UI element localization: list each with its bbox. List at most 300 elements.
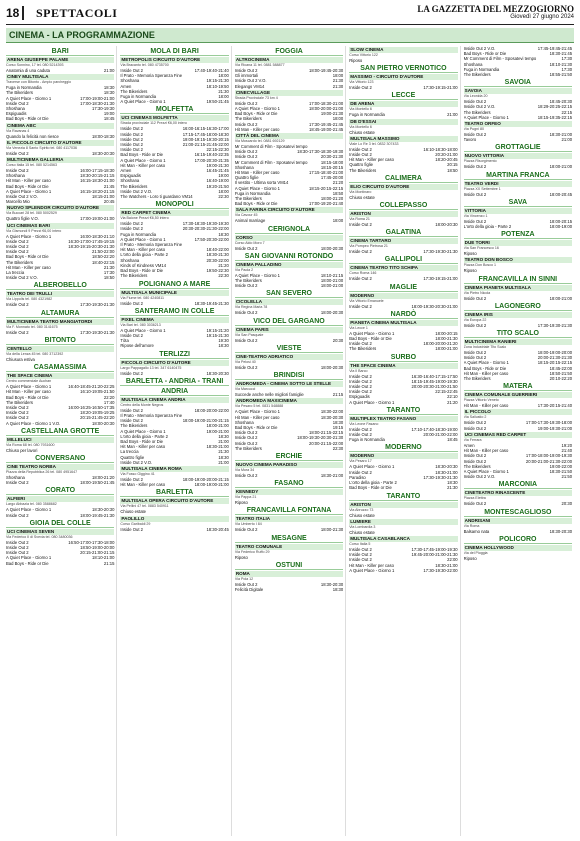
film-title: A Quiet Place - Giorno 1 bbox=[349, 399, 395, 405]
showtimes: 18:00-21:00 bbox=[435, 346, 458, 352]
film-title: Hit Man - Killer per caso bbox=[349, 562, 394, 568]
showtimes: 18:00-21:00 bbox=[549, 295, 573, 301]
film-title: Inside Out 2 bbox=[6, 544, 29, 550]
showtimes: 18:00-20:30 bbox=[320, 245, 344, 251]
showtimes: 20:20-21:00 bbox=[435, 152, 458, 158]
cinema-name: CINEMA HOLLYWOOD bbox=[464, 545, 572, 551]
film-title: Tòta bbox=[120, 338, 129, 344]
showtimes: 18:30-20:30 bbox=[435, 464, 458, 470]
film-title: A Quiet Place - Giorno 1 bbox=[234, 409, 280, 415]
film-title: Inside Out 2 bbox=[349, 469, 372, 475]
cinema-name: CINEMA PIANETA MULTISALA bbox=[464, 285, 572, 291]
cinema-name: ANDRISANI bbox=[464, 518, 572, 524]
cinema-name: CINEMA IRIS bbox=[464, 312, 572, 318]
film-title: Inside Out 2 bbox=[349, 276, 372, 282]
city-heading: NARDÒ bbox=[349, 311, 457, 319]
film-title: Inside Out 2 bbox=[463, 295, 487, 301]
film-title: Inside Out 2 bbox=[6, 168, 29, 174]
film-title: Shoshana bbox=[234, 419, 254, 425]
cinema-address: Via Montello 6 bbox=[349, 107, 372, 112]
city-heading: MATERA bbox=[464, 383, 572, 391]
film-row bbox=[235, 392, 343, 397]
city-heading: SURBO bbox=[349, 354, 457, 362]
film-title: Inside Out 2 bbox=[120, 147, 143, 153]
cinema-address: Via Fiume tel. 080 4240811 bbox=[120, 295, 165, 300]
film-title: Hit Man - Killer per caso bbox=[463, 370, 509, 376]
showtimes: 22:15 bbox=[561, 109, 573, 115]
city-heading: BARLETTA bbox=[120, 489, 228, 497]
showtimes: 18:00-21:00 bbox=[320, 278, 344, 284]
showtimes: 21:15 bbox=[332, 392, 344, 398]
showtimes: 18:50 bbox=[332, 190, 344, 196]
cinema-address: Strada provinciale 112 Prezzi €6,00 intero bbox=[120, 121, 187, 126]
film-title: The Bikeriders bbox=[349, 167, 377, 173]
film-title: Inside Out 2 bbox=[6, 539, 29, 545]
cinema-address: Via Vincenzo 1 bbox=[463, 213, 488, 218]
film-title: Hit Man - Killer per caso bbox=[234, 414, 280, 420]
film-title: Inside Out 2 V.O. bbox=[463, 104, 496, 110]
showtimes: 18:00-19:45-21:30 bbox=[80, 512, 115, 518]
showtimes: 18:10-19:50 bbox=[206, 83, 229, 89]
showtimes: 18:30 bbox=[447, 480, 458, 486]
cinema-name: MULTICINEMA GALLERIA bbox=[6, 157, 114, 163]
showtimes: 17:30-19:30-21:30 bbox=[80, 302, 115, 308]
film-title: Inside Out 2 bbox=[234, 430, 258, 436]
film-title: Mr Comment di Film - Sposatevi tempo bbox=[234, 144, 308, 150]
showtimes: 16:10-18:30-18:00 bbox=[423, 146, 458, 152]
film-title: Inside Out 2 bbox=[463, 191, 487, 197]
showtimes: 17:50-20:30-22:00 bbox=[194, 236, 229, 242]
film-row bbox=[120, 527, 228, 532]
film-row bbox=[6, 513, 114, 518]
listing-column bbox=[235, 46, 346, 836]
film-title: Inside Out 2 bbox=[349, 426, 372, 432]
showtimes: 18:00-19:00-20:00 bbox=[537, 350, 573, 356]
film-title: Hit Man - Killer per caso bbox=[120, 444, 166, 450]
cinema-name: CINECVILLAGE bbox=[235, 90, 343, 96]
section-title: SPETTACOLI bbox=[36, 6, 118, 20]
showtimes: 16:45-21:45 bbox=[206, 168, 229, 174]
film-title: Tavoro bbox=[463, 137, 477, 143]
film-title: Amen bbox=[120, 83, 132, 89]
cinema-address: Via Ravanas 4 bbox=[6, 128, 30, 133]
cinema-address: Via Lippolis tel. 080 4321982 bbox=[6, 297, 53, 302]
showtimes: 18:30-17:30-18:30-19:30 bbox=[297, 149, 344, 155]
cinema-address: Via Gismondi 9 Prezzi €6,00 intero bbox=[6, 228, 62, 233]
cinema-name: LUMIERE bbox=[349, 519, 457, 525]
showtimes: 21:00 bbox=[447, 112, 458, 118]
film-title: Inside Out 2 bbox=[463, 458, 487, 464]
showtimes: 18:00-21:20 bbox=[320, 196, 344, 202]
cinema-address: Via Roma bbox=[463, 523, 480, 528]
cinema-address: Via Roma 68 tel. 080 7931600 bbox=[6, 442, 55, 447]
cinema-name: CICOLELLA bbox=[235, 299, 343, 305]
city-heading: LAGONEGRO bbox=[464, 303, 572, 311]
showtimes: 18:30-19:45-21:30 bbox=[194, 300, 229, 306]
cinema-name: ANDROMEDA - CINEMA SOTTO LE STELLE bbox=[235, 381, 343, 387]
film-title: A Quiet Place - Giorno 1 bbox=[6, 188, 52, 194]
city-heading: MARTINA FRANCA bbox=[464, 172, 572, 180]
showtimes: 18:40-22:15 bbox=[92, 259, 115, 265]
cinema-name: DB ARENA bbox=[349, 101, 457, 107]
film-title: Inside Out 2 bbox=[6, 512, 29, 518]
city-heading: CORATO bbox=[6, 487, 114, 495]
cinema-address: Via Mura 34 bbox=[234, 467, 255, 472]
cinema-name: NUOVO SPLENDOR CIRCUITO D'AUTORE bbox=[6, 205, 114, 211]
cinema-name: CINETEATRO RINASCENTE bbox=[464, 490, 572, 496]
city-heading: COLLEPASSO bbox=[349, 202, 457, 210]
city-heading: CONVERSANO bbox=[6, 455, 114, 463]
film-row bbox=[464, 376, 572, 381]
film-title: Inside Out 2 bbox=[120, 476, 143, 482]
cinema-name: CINEY MULTISALA bbox=[6, 74, 114, 80]
showtimes: 18:10-21:00 bbox=[92, 555, 115, 561]
city-heading: TITO SCALO bbox=[464, 330, 572, 338]
cinema-name: MULTISALA OPERA CIRCUITO D'AUTORE bbox=[120, 498, 228, 504]
cinema-name: CINEMA PALLADINO bbox=[235, 262, 343, 268]
film-title: Inside Out 2 bbox=[234, 68, 258, 73]
cinema-name: ARENA GIUSEPPE PALAME bbox=[6, 57, 114, 63]
film-title: Marcello Mio bbox=[6, 199, 30, 205]
showtimes: 18:00-19:00 bbox=[549, 224, 573, 230]
film-title: Inside Out 2 bbox=[349, 389, 372, 395]
showtimes: 20:30 bbox=[332, 337, 344, 343]
showtimes: 18:30 bbox=[332, 586, 344, 592]
film-title: Il Prato - Memoria Speranza Fine bbox=[120, 242, 183, 248]
cinema-address: Corso Garibaldi 29 bbox=[120, 521, 151, 526]
film-row bbox=[6, 480, 114, 485]
film-title: Amen bbox=[463, 442, 475, 448]
film-title: Inside Out 2 bbox=[349, 146, 372, 152]
city-heading: SAVA bbox=[464, 199, 572, 207]
film-title: The Bikeriders bbox=[6, 90, 33, 96]
city-heading: FASANO bbox=[235, 480, 343, 488]
film-title: The Bikeriders bbox=[349, 346, 377, 352]
showtimes: 16:15-19:40-22:35 bbox=[194, 152, 229, 158]
showtimes: 18:50-22:20 bbox=[92, 254, 115, 260]
showtimes: 20:00-21:00-22:00 bbox=[423, 432, 458, 438]
showtimes: 22:30 bbox=[218, 194, 229, 200]
showtimes: 17:40-19:40-21:40 bbox=[194, 68, 229, 73]
showtimes: 18:30-21:00 bbox=[435, 562, 458, 568]
cinema-name: CINEMA TARTARO bbox=[349, 238, 457, 244]
film-row bbox=[464, 115, 572, 120]
film-title: Bad Boys - Ride or Die bbox=[463, 365, 507, 371]
city-heading: MONOPOLI bbox=[120, 201, 228, 209]
cinema-name: SLOW CINEMA bbox=[349, 47, 457, 53]
film-title: Inside Out 2 bbox=[234, 527, 258, 533]
showtimes: 18:30-21:00 bbox=[206, 444, 229, 450]
city-heading: SAN GIOVANNI ROTONDO bbox=[235, 253, 343, 261]
cinema-address: Piazza Vittorio Veneto bbox=[463, 398, 499, 403]
showtimes: 19:15-21:20 bbox=[206, 327, 229, 333]
film-title: Inside Out 2 bbox=[120, 131, 143, 137]
film-title: Inside Out 2 bbox=[234, 121, 258, 127]
showtimes: 18:00 bbox=[332, 116, 344, 122]
showtimes: 16:00-18:30-21:10 bbox=[80, 233, 115, 239]
cinema-address: Via Europa 22 bbox=[463, 317, 487, 322]
showtimes: 21:50 bbox=[561, 474, 573, 480]
film-row bbox=[6, 330, 114, 335]
film-row bbox=[6, 151, 114, 156]
film-title: Elegangs VM14 bbox=[234, 83, 265, 89]
cinema-address: Corso Italia 5 bbox=[349, 541, 371, 546]
showtimes: 21:30 bbox=[218, 88, 229, 94]
film-title: Inside Out 2 bbox=[463, 132, 487, 138]
showtimes: 17:00-17:30-19:30-18:00 bbox=[525, 420, 573, 426]
film-title: Bad Boys - Ride or Die bbox=[6, 116, 49, 122]
film-row bbox=[349, 85, 457, 90]
showtimes: 20:15-21:45-22:20 bbox=[80, 415, 115, 421]
cinema-name: PAOLILLO bbox=[120, 516, 228, 522]
film-row bbox=[349, 58, 457, 63]
showtimes: 21:15 bbox=[103, 560, 115, 566]
film-title: Animal marriage bbox=[234, 218, 266, 224]
cinema-name: VITTORIA bbox=[464, 208, 572, 214]
city-heading: VICO DEL GARGANO bbox=[235, 318, 343, 326]
cinema-name: MULTISALA MUNICIPALE bbox=[120, 290, 228, 296]
showtimes: 17:30-17:45-19:00-19:30 bbox=[411, 546, 458, 552]
showtimes: 19:00-22:00 bbox=[549, 463, 573, 469]
cinema-address: Via San Pasquale bbox=[234, 332, 264, 337]
showtimes: 20:30-22:00 bbox=[206, 257, 229, 263]
city-heading: GROTTAGLIE bbox=[464, 144, 572, 152]
cinema-address: Via Bari tel. 080 3036213 bbox=[120, 322, 161, 327]
cinema-address: Via Pugni 80 bbox=[463, 127, 484, 132]
film-row bbox=[464, 501, 572, 506]
film-title: A Quiet Place - Giorno 1 bbox=[120, 157, 166, 163]
film-title: Inside Out 2 V.O. bbox=[234, 78, 267, 84]
city-heading: GALLIPOLI bbox=[349, 256, 457, 264]
film-title: Hit Man - Killer per caso bbox=[120, 247, 166, 253]
film-title: A Quiet Place - Giorno 1 bbox=[463, 360, 509, 366]
cinema-address: Centro commerciale Auchan bbox=[6, 379, 52, 384]
film-title: Inside Out 2 V.O. bbox=[463, 474, 496, 480]
film-title: Inside Out 2 bbox=[6, 100, 29, 106]
cinema-address: Corso Roma 146 bbox=[349, 271, 377, 276]
cinema-name: UCI CINEMAS RED CARPET bbox=[464, 432, 572, 438]
film-row bbox=[6, 116, 114, 121]
film-row bbox=[464, 426, 572, 431]
showtimes: 16:40-19:00 bbox=[206, 178, 229, 184]
showtimes: 18:00-21:00 bbox=[320, 283, 344, 289]
film-title: The Bikeriders bbox=[463, 463, 491, 469]
film-row bbox=[235, 500, 343, 505]
film-title: Inside Out 2 bbox=[234, 435, 258, 441]
showtimes: 16:30-17:00-17:45-19:15 bbox=[68, 238, 115, 244]
film-row bbox=[6, 134, 114, 139]
film-title: The Bikeriders bbox=[234, 116, 262, 122]
city-heading: MAGLIE bbox=[349, 284, 457, 292]
film-title: L'orto della gioia - Parte 2 bbox=[349, 480, 397, 486]
showtimes: 20:30 bbox=[561, 501, 573, 507]
film-title: Fuga in Normandia bbox=[463, 66, 500, 72]
film-title: Inside Out 2 bbox=[463, 425, 487, 431]
film-title: Inside Out 2 bbox=[349, 341, 372, 347]
city-heading: TARANTO bbox=[349, 493, 457, 501]
film-title: The Bikeriders bbox=[120, 273, 148, 279]
showtimes: 19:50-21:45 bbox=[206, 99, 229, 105]
film-title: Inside Out 2 bbox=[120, 370, 143, 376]
cinema-address: Corso Vittorio 122 bbox=[349, 53, 378, 57]
showtimes: 18:00-21:00 bbox=[206, 423, 229, 429]
showtimes: 18:30 bbox=[218, 343, 229, 349]
cinema-address: Via Federico Ruffo 29 bbox=[234, 549, 270, 554]
film-title: Inside Out 2 bbox=[120, 332, 143, 338]
city-heading: CERIGNOLA bbox=[235, 226, 343, 234]
cinema-address: Via F. Monnato tel. 080 3141675 bbox=[6, 324, 58, 329]
film-title: Kinds of Kindness VM14 bbox=[120, 262, 167, 268]
cinema-name: TEATRO VERDI bbox=[464, 181, 572, 187]
city-heading: BARI bbox=[6, 48, 114, 56]
showtimes: 17:30-19:30-22:00 bbox=[423, 567, 458, 573]
showtimes: 17:30-19:30-21:30 bbox=[423, 249, 458, 255]
film-row bbox=[120, 301, 228, 306]
city-heading: POLIGNANO A MARE bbox=[120, 281, 228, 289]
city-heading: FOGGIA bbox=[235, 48, 343, 56]
film-title: A Quiet Place - Giorno 1 bbox=[120, 99, 166, 105]
film-title: Hit Man - Killer per caso bbox=[234, 170, 280, 176]
showtimes: 21:30 bbox=[447, 485, 458, 491]
cinema-name: CINEMA ABC bbox=[6, 123, 114, 129]
film-title: A Quiet Place - Giorno 1 bbox=[349, 464, 395, 470]
film-title: Hit Man - Killer per caso bbox=[120, 482, 166, 488]
film-title: Paradiso bbox=[349, 474, 366, 480]
showtimes: 19:15-21:30 bbox=[206, 332, 229, 338]
film-row bbox=[120, 482, 228, 487]
film-title: Inside Out 2 bbox=[463, 501, 487, 507]
cinema-name: MULTIPLEX TEATRO FASANO bbox=[349, 416, 457, 422]
film-title: Inside Out 2 bbox=[463, 350, 487, 356]
film-title: Hit Man - Killer per caso bbox=[234, 126, 280, 132]
cinema-address: Traverse con Bitonto - Ampio parcheggio bbox=[6, 80, 71, 85]
cinema-name: CINEMA TEATRO TITO SCHIPA bbox=[349, 265, 457, 271]
showtimes: 19:00-21:30 bbox=[206, 162, 229, 168]
film-title: A Quiet Place - Giorno 1 bbox=[6, 233, 52, 239]
film-title: The Bikeriders bbox=[120, 423, 148, 429]
film-title: Inside Out 2 bbox=[234, 283, 258, 289]
film-title: Inside Out 2 bbox=[6, 238, 29, 244]
cinema-name: CINE-TEATRO ADRIATICO bbox=[235, 354, 343, 360]
film-title: Inside Out 2 bbox=[349, 546, 372, 552]
showtimes: 18:30-21:00 bbox=[320, 472, 344, 478]
showtimes: 17:30-19:15-21:00 bbox=[423, 85, 458, 91]
showtimes: 18:15-20:15-22:15 bbox=[537, 360, 573, 366]
film-row bbox=[349, 130, 457, 135]
cinema-address: Corso Aldo Moro 7 bbox=[234, 240, 265, 245]
film-title: Bad Boys - Ride or Die bbox=[234, 111, 278, 117]
showtimes: 21:00 bbox=[103, 68, 115, 73]
showtimes: 20:00-21:30-21:30 bbox=[537, 355, 573, 361]
city-heading: SANTERAMO IN COLLE bbox=[120, 308, 228, 316]
cinema-address: Largo Pappagallo 13 tel. 347 6140475 bbox=[120, 365, 182, 370]
film-title: Chiuso estate bbox=[349, 512, 375, 518]
city-heading: FRANCAVILLA IN SINNI bbox=[464, 276, 572, 284]
film-row bbox=[120, 509, 228, 514]
showtimes: 17:00-19:00-21:00 bbox=[80, 95, 115, 101]
film-title: Inside Out 2 bbox=[6, 550, 29, 556]
listing-column bbox=[349, 46, 460, 836]
showtimes: 18:00 bbox=[218, 94, 229, 100]
film-title: A Quiet Place - Giorno 1 bbox=[6, 95, 52, 101]
film-title: Il Prato - Memoria Speranza Fine bbox=[120, 73, 183, 79]
city-heading: SAN PIETRO VERNOTICO bbox=[349, 65, 457, 73]
film-row bbox=[235, 218, 343, 223]
showtimes: 18:30-21:30 bbox=[206, 252, 229, 258]
film-title: Quattro figlie bbox=[234, 175, 259, 181]
film-row bbox=[235, 283, 343, 288]
cinema-address: Via Leone Fasano bbox=[349, 421, 379, 426]
cinema-name: RED CARPET CINEMA bbox=[120, 210, 228, 216]
cinema-name: CINE TEATRO NORBA bbox=[6, 464, 114, 470]
film-title: Ripose dell'amore bbox=[120, 343, 154, 349]
film-title: Mr Comment di Film - Sposatevi tempo bbox=[463, 56, 537, 62]
cinema-address: Via Pesaro 17 bbox=[349, 459, 372, 464]
film-title: Inside Out 2 bbox=[120, 226, 143, 232]
cinema-name: ANDROMEDA MAXICINEMA bbox=[235, 398, 343, 404]
city-heading: CASTELLANA GROTTE bbox=[6, 428, 114, 436]
cinema-name: PIXEL CINEMA bbox=[120, 317, 228, 323]
cinema-address: Via Umberto I 84 bbox=[234, 522, 262, 527]
city-heading: MONTESCAGLIOSO bbox=[464, 509, 572, 517]
film-title: Chiuso estate bbox=[349, 194, 375, 200]
film-title: Il Prato - Memoria Speranza Fine bbox=[120, 412, 183, 418]
showtimes: 18:15-20:15-22:15 bbox=[308, 185, 344, 191]
film-title: Riposo bbox=[234, 554, 248, 560]
cinema-name: IL PICCOLO bbox=[464, 409, 572, 415]
film-row bbox=[349, 568, 457, 573]
film-title: Chiuso estate bbox=[120, 509, 147, 515]
showtimes: 18:00-20:30 bbox=[92, 420, 115, 426]
showtimes: 18:00-20:30 bbox=[320, 310, 344, 316]
city-heading: FRANCAVILLA FONTANA bbox=[235, 507, 343, 515]
film-title: Inside Out 2 bbox=[120, 142, 143, 148]
showtimes: 17:00-18:30-21:00 bbox=[308, 100, 344, 106]
film-row bbox=[349, 168, 457, 173]
film-title: A Quiet Place - Giorno 1 bbox=[120, 327, 166, 333]
showtimes: 19:20 bbox=[561, 442, 573, 448]
film-title: Inside Out 2 bbox=[6, 480, 29, 486]
cinema-name: TEATRO DON BOSCO bbox=[464, 257, 572, 263]
section-band bbox=[6, 28, 574, 43]
film-title: L'orto della gioia - Parte 2 bbox=[120, 252, 168, 258]
cinema-address: Piazza Don Bosco 1 bbox=[463, 263, 496, 268]
cinema-name: MULTISALA CASABLANCA bbox=[349, 536, 457, 542]
showtimes: 16:30-16:40-17:15-17:50 bbox=[411, 373, 458, 379]
film-title: Espiguadis bbox=[349, 394, 370, 400]
showtimes: 18:15-18:00 bbox=[320, 159, 344, 165]
showtimes: 19:30 bbox=[218, 338, 229, 344]
cinema-name: THE SPACE CINEMA bbox=[6, 373, 114, 379]
film-title: Inside Out 2 bbox=[463, 420, 487, 426]
city-heading: MOLFETTA bbox=[120, 106, 228, 114]
film-row bbox=[120, 99, 228, 104]
showtimes: 17:45-20:00 bbox=[320, 175, 344, 181]
film-title: Inside Out 2 bbox=[463, 218, 487, 224]
showtimes: 18:00-19:30-20:30-21:30 bbox=[297, 435, 344, 441]
showtimes: 17:30-19:45-21:45 bbox=[308, 121, 344, 127]
film-title: The Watchers - Loro ti guardano VM14 bbox=[120, 194, 193, 200]
film-row bbox=[349, 400, 457, 405]
film-row bbox=[235, 201, 343, 206]
showtimes: 18:50-21:50 bbox=[549, 370, 573, 376]
film-title: Hit Man - Killer per caso bbox=[6, 389, 51, 395]
showtimes: 18:30-20:30 bbox=[206, 370, 229, 376]
film-title: The Bikeriders bbox=[234, 278, 262, 284]
film-title: Shoshana bbox=[6, 106, 25, 112]
film-title: A Quiet Place - Giorno 1 bbox=[463, 468, 509, 474]
film-title: Shoshana bbox=[6, 173, 25, 179]
